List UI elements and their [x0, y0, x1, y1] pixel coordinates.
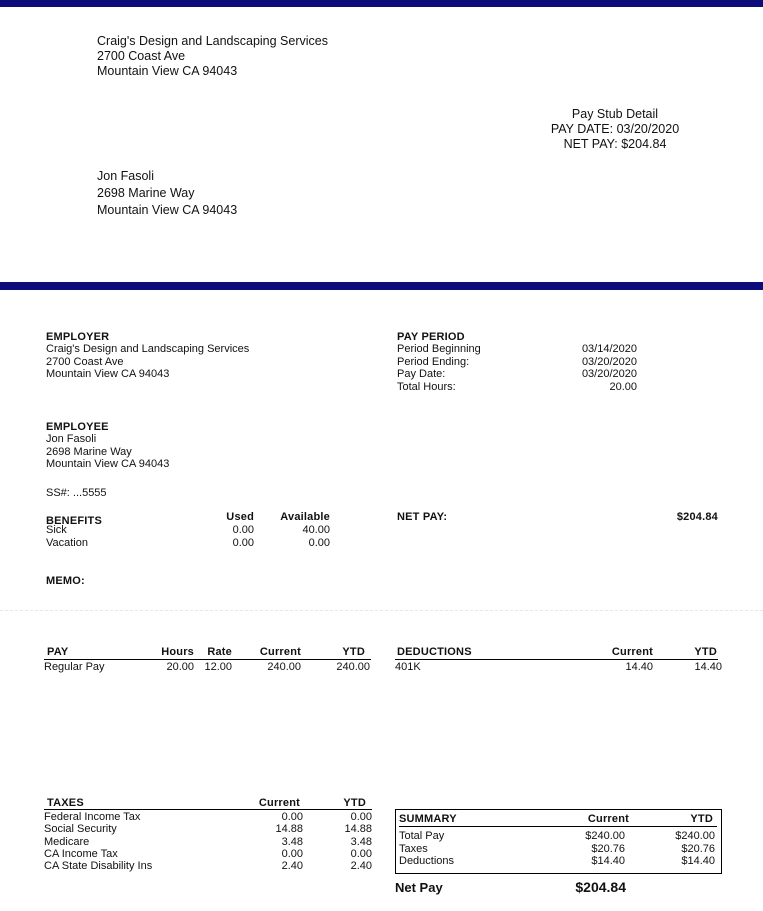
deductions-table [395, 646, 722, 674]
tax-row-ytd: 0.00 [350, 811, 372, 823]
section-divider [0, 610, 763, 611]
employee-ssn: SS#: ...5555 [46, 487, 107, 499]
summary-row [399, 830, 717, 843]
recipient-name: Jon Fasoli [97, 169, 154, 183]
company-street: 2700 Coast Ave [97, 49, 186, 63]
stub-title-block [530, 107, 700, 152]
employer-city: Mountain View CA 94043 [46, 368, 170, 380]
summary-row [399, 855, 717, 868]
period-ending-label: Period Ending: [397, 355, 470, 368]
benefits-header [46, 511, 330, 527]
total-hours-value: 20.00 [609, 380, 637, 393]
top-divider-bar [0, 0, 763, 7]
tax-row-name: Federal Income Tax [44, 811, 141, 823]
stub-title: Pay Stub Detail [571, 107, 659, 121]
recipient-address [97, 168, 237, 219]
summary-net-pay-value: $204.84 [575, 879, 626, 895]
pay-period-row [397, 381, 637, 394]
deductions-header-name: DEDUCTIONS [397, 646, 472, 658]
pay-row-rate: 12.00 [204, 661, 232, 673]
summary-row-name: Deductions [399, 855, 455, 867]
tax-row-name: CA Income Tax [44, 847, 118, 860]
employer-street: 2700 Coast Ave [46, 355, 124, 368]
tax-row [44, 811, 372, 823]
deduction-row-ytd: 14.40 [694, 661, 722, 673]
benefits-used-header: Used [226, 511, 254, 523]
pay-period-row [397, 343, 637, 356]
company-address [97, 34, 328, 79]
net-pay-label: NET PAY: [397, 511, 448, 523]
recipient-city: Mountain View CA 94043 [97, 203, 238, 217]
benefit-name: Sick [46, 524, 67, 536]
benefits-available-header: Available [280, 511, 330, 523]
summary-row-ytd: $20.76 [681, 842, 715, 855]
summary-row [399, 843, 717, 856]
tax-row [44, 848, 372, 860]
summary-row-name: Taxes [399, 842, 428, 855]
tax-row-ytd: 0.00 [350, 847, 372, 860]
period-beginning-value: 03/14/2020 [581, 343, 637, 355]
tax-row-name: Medicare [44, 835, 90, 848]
benefits-section [46, 511, 330, 549]
benefit-used: 0.00 [232, 524, 254, 536]
summary-row-current: $240.00 [585, 830, 625, 842]
tax-row-current: 0.00 [281, 811, 303, 823]
benefit-available: 0.00 [308, 536, 330, 549]
tax-row [44, 836, 372, 848]
employee-section [46, 421, 169, 471]
summary-header-name: SUMMARY [399, 813, 457, 825]
summary-row-ytd: $240.00 [675, 830, 715, 842]
company-name: Craig's Design and Landscaping Services [97, 34, 328, 48]
employee-label: EMPLOYEE [46, 421, 109, 433]
tax-row-current: 14.88 [275, 823, 303, 836]
net-pay-value: $204.84 [676, 511, 718, 523]
summary-row-name: Total Pay [399, 830, 445, 842]
deductions-header-ytd: YTD [694, 646, 717, 658]
memo-label: MEMO: [46, 575, 85, 587]
pay-row-current: 240.00 [267, 661, 301, 673]
pay-row [44, 661, 371, 674]
deduction-row-name: 401K [395, 661, 421, 673]
pay-header-name: PAY [47, 646, 69, 658]
stub-pay-date: PAY DATE: 03/20/2020 [550, 122, 680, 136]
pay-period-label: PAY PERIOD [397, 331, 465, 343]
benefits-label: BENEFITS [46, 515, 102, 527]
period-beginning-label: Period Beginning [397, 343, 481, 355]
pay-header-rate: Rate [207, 646, 232, 658]
tax-row [44, 860, 372, 872]
taxes-header-ytd: YTD [343, 797, 366, 809]
summary-header-ytd: YTD [690, 813, 713, 825]
pay-date-value: 03/20/2020 [581, 368, 637, 380]
tax-row-name: Social Security [44, 823, 117, 836]
summary-row-ytd: $14.40 [681, 855, 715, 867]
benefit-available: 40.00 [302, 524, 330, 536]
recipient-street: 2698 Marine Way [97, 186, 195, 200]
summary-row-current: $20.76 [591, 842, 625, 855]
pay-period-row [397, 356, 637, 369]
employer-label: EMPLOYER [46, 331, 110, 343]
taxes-table-header [44, 797, 372, 810]
tax-row [44, 823, 372, 835]
benefit-name: Vacation [46, 536, 88, 549]
deductions-table-header [395, 646, 718, 660]
tax-row-ytd: 2.40 [350, 860, 372, 873]
deductions-header-current: Current [611, 646, 653, 658]
summary-header [399, 812, 717, 827]
summary-net-pay-label: Net Pay [395, 880, 443, 895]
pay-row-ytd: 240.00 [336, 661, 370, 673]
pay-date-label: Pay Date: [397, 368, 446, 380]
pay-header-current: Current [259, 646, 301, 658]
summary-box [395, 809, 722, 874]
pay-table [44, 646, 371, 674]
pay-header-hours: Hours [161, 646, 194, 658]
tax-row-name: CA State Disability Ins [44, 860, 153, 873]
stub-net-pay: NET PAY: $204.84 [563, 137, 667, 151]
pay-header-ytd: YTD [342, 646, 365, 658]
pay-period-section [397, 331, 637, 393]
benefit-used: 0.00 [232, 536, 254, 549]
employee-city: Mountain View CA 94043 [46, 458, 170, 470]
benefit-row [46, 524, 330, 537]
company-city: Mountain View CA 94043 [97, 64, 238, 78]
tax-row-current: 2.40 [281, 860, 303, 873]
total-hours-label: Total Hours: [397, 380, 456, 393]
middle-divider-bar [0, 282, 763, 290]
pay-period-row [397, 368, 637, 381]
taxes-header-name: TAXES [47, 797, 84, 809]
pay-table-header [44, 646, 371, 660]
summary-header-current: Current [587, 813, 629, 825]
tax-row-ytd: 3.48 [350, 835, 372, 848]
employer-section [46, 331, 249, 381]
taxes-table [44, 797, 372, 872]
tax-row-ytd: 14.88 [344, 823, 372, 836]
employee-street: 2698 Marine Way [46, 445, 132, 458]
tax-row-current: 0.00 [281, 847, 303, 860]
deduction-row [395, 661, 722, 674]
benefit-row [46, 537, 330, 550]
pay-row-name: Regular Pay [44, 661, 105, 673]
summary-row-current: $14.40 [591, 855, 625, 867]
pay-row-hours: 20.00 [166, 661, 194, 673]
deduction-row-current: 14.40 [625, 661, 653, 673]
employee-name: Jon Fasoli [46, 433, 97, 445]
period-ending-value: 03/20/2020 [581, 355, 637, 368]
taxes-header-current: Current [258, 797, 300, 809]
tax-row-current: 3.48 [281, 835, 303, 848]
employer-name: Craig's Design and Landscaping Services [46, 343, 250, 355]
